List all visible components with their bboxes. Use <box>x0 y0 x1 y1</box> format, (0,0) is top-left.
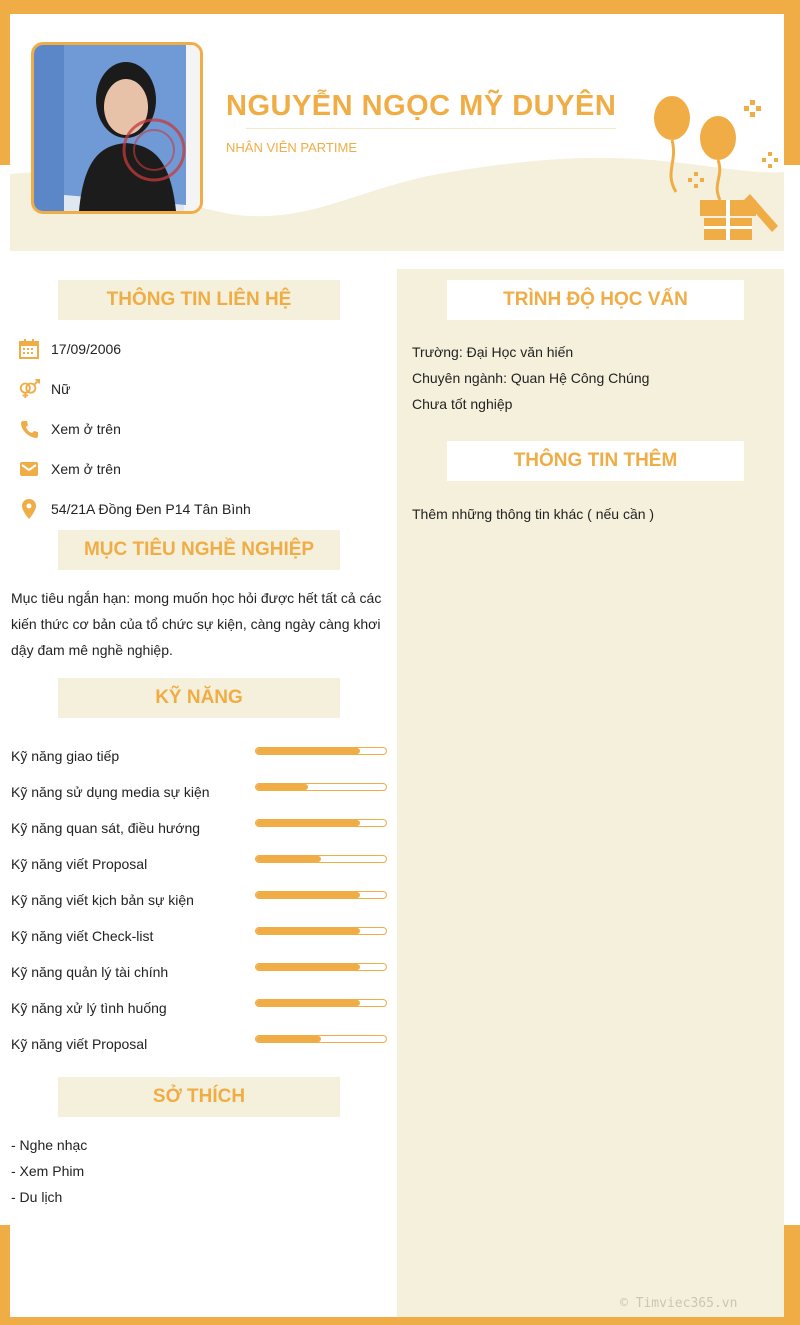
frame-left-border <box>0 0 10 165</box>
education-section-title: TRÌNH ĐỘ HỌC VẤN <box>447 280 744 320</box>
avatar-photo <box>31 42 203 214</box>
contact-gender <box>18 378 70 400</box>
gender-value: Nữ <box>51 381 71 397</box>
skill-level-fill <box>256 748 360 754</box>
hobby-item: - Nghe nhạc <box>11 1137 88 1153</box>
skill-level-fill <box>256 784 308 790</box>
watermark: © Timviec365.vn <box>620 1296 738 1311</box>
goal-line: kiến thức cơ bản của tổ chức sự kiện, càng ngày càng khơi <box>11 616 381 632</box>
hobby-item: - Xem Phim <box>11 1163 85 1179</box>
job-role: NHÂN VIÊN PARTIME <box>226 140 357 155</box>
skill-name: Kỹ năng viết Proposal <box>11 856 148 872</box>
skill-level-fill <box>256 820 360 826</box>
contact-section-title: THÔNG TIN LIÊN HỆ <box>58 280 340 320</box>
name-underline <box>246 128 616 129</box>
skill-name: Kỹ năng viết Check-list <box>11 928 154 944</box>
skill-level-bar <box>255 855 387 863</box>
goal-line: dậy đam mê nghề nghiệp. <box>11 642 173 658</box>
skill-level-bar <box>255 819 387 827</box>
skill-level-bar <box>255 747 387 755</box>
email-value: Xem ở trên <box>51 461 121 477</box>
skill-name: Kỹ năng sử dụng media sự kiện <box>11 784 210 800</box>
right-column-panel <box>397 269 784 1325</box>
skill-name: Kỹ năng viết kịch bản sự kiện <box>11 892 194 908</box>
skill-name: Kỹ năng quản lý tài chính <box>11 964 169 980</box>
birthday-value: 17/09/2006 <box>51 341 122 357</box>
gender-icon <box>18 378 40 400</box>
education-status: Chưa tốt nghiệp <box>412 396 513 412</box>
contact-birthday <box>18 338 121 360</box>
frame-left-bottom-border <box>0 1225 10 1325</box>
frame-bottom-border <box>0 1317 800 1325</box>
location-icon <box>18 498 40 520</box>
extra-info-text: Thêm những thông tin khác ( nếu cần ) <box>412 506 655 522</box>
skill-name: Kỹ năng giao tiếp <box>11 748 120 764</box>
skill-level-bar <box>255 999 387 1007</box>
frame-right-border <box>784 0 800 165</box>
skill-name: Kỹ năng quan sát, điều hướng <box>11 820 201 836</box>
skill-level-bar <box>255 1035 387 1043</box>
calendar-icon <box>18 338 40 360</box>
skill-level-bar <box>255 963 387 971</box>
education-details <box>412 339 649 417</box>
hobbies-section-title: SỞ THÍCH <box>58 1077 340 1117</box>
email-icon <box>18 458 40 480</box>
skill-level-fill <box>256 892 360 898</box>
address-value: 54/21A Đồng Đen P14 Tân Bình <box>51 501 251 517</box>
education-major: Chuyên ngành: Quan Hệ Công Chúng <box>412 370 650 386</box>
skill-level-bar <box>255 891 387 899</box>
contact-address <box>18 498 251 520</box>
frame-right-bottom-border <box>784 1225 800 1325</box>
skills-section-title: KỸ NĂNG <box>58 678 340 718</box>
phone-value: Xem ở trên <box>51 421 121 437</box>
balloons-gift-icon <box>650 92 780 242</box>
skill-name: Kỹ năng xử lý tình huống <box>11 1000 167 1016</box>
goal-line: Mục tiêu ngắn hạn: mong muốn học hỏi được hết tất cả các <box>11 590 382 606</box>
education-school: Trường: Đại Học văn hiến <box>412 344 574 360</box>
extra-section-title: THÔNG TIN THÊM <box>447 441 744 481</box>
skill-level-fill <box>256 856 321 862</box>
hobby-item: - Du lịch <box>11 1189 63 1205</box>
full-name: NGUYỄN NGỌC MỸ DUYÊN <box>226 90 617 122</box>
skill-level-fill <box>256 928 360 934</box>
contact-phone <box>18 418 121 440</box>
skill-level-fill <box>256 964 360 970</box>
skill-level-bar <box>255 783 387 791</box>
frame-top-border <box>0 0 800 14</box>
goal-section-title: MỤC TIÊU NGHỀ NGHIỆP <box>58 530 340 570</box>
skill-level-fill <box>256 1000 360 1006</box>
cv-header <box>10 14 784 251</box>
career-goal-text <box>11 585 387 663</box>
skill-level-fill <box>256 1036 321 1042</box>
contact-email <box>18 458 121 480</box>
skill-level-bar <box>255 927 387 935</box>
phone-icon <box>18 418 40 440</box>
skill-name: Kỹ năng viết Proposal <box>11 1036 148 1052</box>
